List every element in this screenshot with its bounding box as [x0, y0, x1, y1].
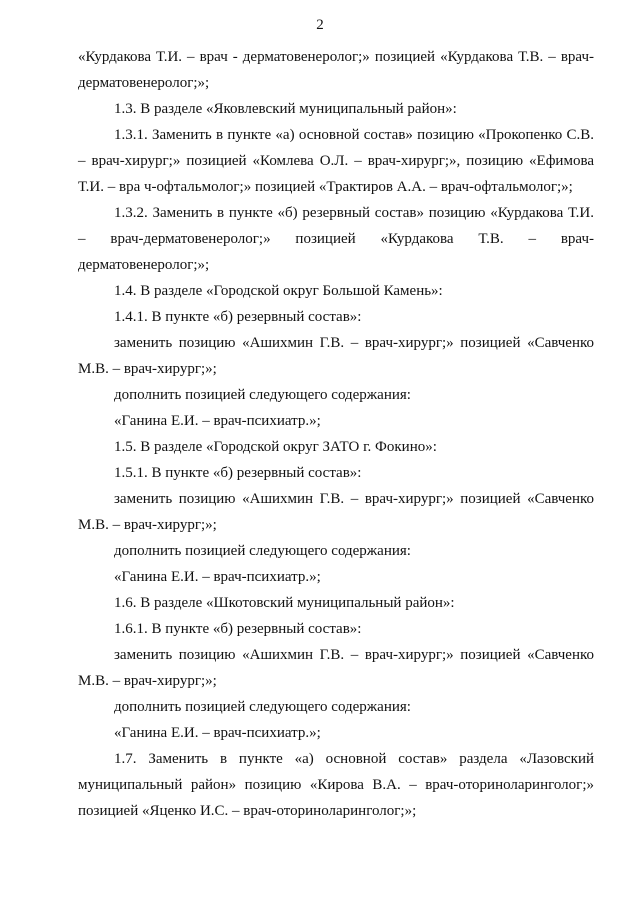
paragraph-continuation: «Курдакова Т.И. – врач - дерматовенеролог;» позицией «Курдакова Т.В. – врач-дерматовенеролог;»; [78, 49, 594, 91]
document-body [78, 44, 594, 824]
paragraph-replace-1-4: заменить позицию «Ашихмин Г.В. – врач-хирург;» позицией «Савченко М.В. – врач-хирург;»; [78, 335, 594, 377]
paragraph-item-1-4-1: 1.4.1. В пункте «б) резервный состав»: [114, 309, 362, 325]
paragraph-section-1-3: 1.3. В разделе «Яковлевский муниципальный район»: [114, 101, 457, 117]
paragraph-add-entry-1-5: «Ганина Е.И. – врач-психиатр.»; [114, 569, 321, 585]
paragraph-item-1-3-2: 1.3.2. Заменить в пункте «б) резервный состав» позицию «Курдакова Т.И. – врач-дерматовенеролог;» позицией «Курдакова Т.В. – врач-дерматовенеролог;»; [78, 205, 594, 273]
paragraph-item-1-6-1: 1.6.1. В пункте «б) резервный состав»: [114, 621, 362, 637]
paragraph-replace-1-5: заменить позицию «Ашихмин Г.В. – врач-хирург;» позицией «Савченко М.В. – врач-хирург;»; [78, 491, 594, 533]
paragraph-item-1-3-1: 1.3.1. Заменить в пункте «а) основной состав» позицию «Прокопенко С.В. – врач-хирург;» позицией «Комлева О.Л. – врач-хирург;», позицию «Ефимова Т.И. – вра ч-офтальмолог;» позицией «Трактиров А.А. – врач-офтальмолог;»; [78, 127, 594, 195]
paragraph-item-1-5-1: 1.5.1. В пункте «б) резервный состав»: [114, 465, 362, 481]
paragraph-item-1-7: 1.7. Заменить в пункте «а) основной состав» раздела «Лазовский муниципальный район» позицию «Кирова В.А. – врач-оториноларинголог;» позицией «Яценко И.С. – врач-оториноларинголог;»; [78, 751, 594, 819]
paragraph-section-1-6: 1.6. В разделе «Шкотовский муниципальный район»: [114, 595, 455, 611]
paragraph-add-entry-1-6: «Ганина Е.И. – врач-психиатр.»; [114, 725, 321, 741]
paragraph-add-intro-1-4: дополнить позицией следующего содержания: [114, 387, 411, 403]
paragraph-add-intro-1-6: дополнить позицией следующего содержания: [114, 699, 411, 715]
paragraph-add-intro-1-5: дополнить позицией следующего содержания: [114, 543, 411, 559]
paragraph-replace-1-6: заменить позицию «Ашихмин Г.В. – врач-хирург;» позицией «Савченко М.В. – врач-хирург;»; [78, 647, 594, 689]
paragraph-add-entry-1-4: «Ганина Е.И. – врач-психиатр.»; [114, 413, 321, 429]
paragraph-section-1-4: 1.4. В разделе «Городской округ Большой Камень»: [114, 283, 443, 299]
page-number: 2 [316, 17, 324, 33]
paragraph-section-1-5: 1.5. В разделе «Городской округ ЗАТО г. Фокино»: [114, 439, 437, 455]
